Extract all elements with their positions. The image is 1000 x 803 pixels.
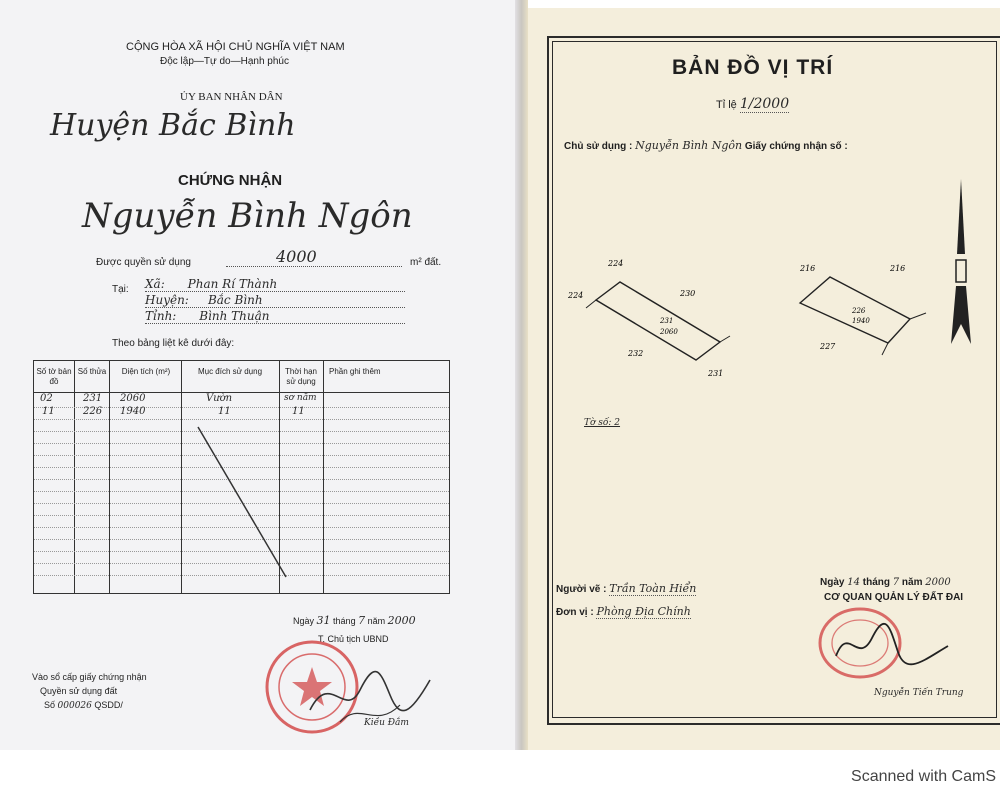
parcel-table — [33, 360, 450, 594]
list-intro: Theo bảng liệt kê dưới đây: — [112, 338, 235, 349]
table-cell: 226 — [83, 406, 103, 417]
north-arrow-icon — [946, 174, 976, 354]
land-agency: CƠ QUAN QUẢN LÝ ĐẤT ĐAI — [824, 592, 964, 603]
parcel-a-label: 232 — [628, 349, 644, 358]
republic-header: CỘNG HÒA XÃ HỘI CHỦ NGHĨA VIỆT NAM — [126, 41, 345, 53]
parcel-b-label: 216 — [890, 264, 906, 273]
area-unit: m² đất. — [410, 257, 442, 268]
address-province: Tỉnh: Bình Thuận — [145, 309, 405, 324]
map-date: Ngày 14 tháng 7 năm 2000 — [820, 577, 951, 588]
owner-line: Chủ sử dụng : Nguyễn Bình Ngôn Giấy chứng nhận số : — [564, 139, 848, 152]
sheet-number: Tờ số: 2 — [584, 418, 621, 428]
signature — [300, 660, 440, 740]
table-cell: 11 — [218, 406, 231, 417]
location-map-page — [528, 8, 1000, 750]
table-cell: 231 — [83, 393, 103, 404]
registry-line-1: Vào sổ cấp giấy chứng nhận — [32, 672, 147, 682]
parcel-b-sketch — [790, 253, 950, 363]
location-label: Tại: — [112, 284, 129, 295]
table-cell: 02 — [40, 393, 53, 404]
parcel-a-label: 2060 — [660, 328, 678, 336]
table-cell: 1940 — [120, 406, 146, 417]
parcel-b-label: 1940 — [852, 317, 870, 325]
district-name: Huyện Bắc Bình — [50, 108, 296, 143]
parcel-a-label: 231 — [708, 369, 724, 378]
th-notes: Phần ghi thêm — [329, 367, 381, 376]
table-cell: 11 — [292, 406, 305, 417]
parcel-b-label: 226 — [852, 307, 866, 315]
table-cell: Vườn — [206, 393, 233, 404]
th-term: Thời hạn sử dụng — [285, 367, 317, 386]
issue-date: Ngày 31 tháng 7 năm 2000 — [293, 614, 416, 627]
parcel-a-label: 230 — [680, 289, 696, 298]
map-scale: Tỉ lệ 1/2000 — [716, 96, 790, 112]
motto: Độc lập—Tự do—Hạnh phúc — [160, 56, 289, 67]
parcel-b-label: 216 — [800, 264, 816, 273]
table-cell: 2060 — [120, 393, 146, 404]
agency-signer-name: Nguyễn Tiến Trung — [874, 688, 964, 698]
registry-number: Số 000026 QSDD/ — [44, 700, 123, 711]
th-purpose: Mục đích sử dụng — [197, 367, 263, 376]
scanner-watermark: Scanned with CamS — [851, 768, 996, 785]
parcel-a-label: 224 — [608, 259, 624, 268]
agency-signature — [828, 616, 968, 676]
cert-title: CHỨNG NHẬN — [178, 172, 283, 189]
th-parcel-no: Số thửa — [77, 367, 107, 376]
area-value: 4000 — [226, 247, 402, 267]
certificate-page — [0, 0, 515, 750]
page-fold — [515, 0, 528, 750]
parcel-a-sketch — [568, 248, 758, 388]
map-title: BẢN ĐỒ VỊ TRÍ — [672, 56, 834, 79]
owner-name: Nguyễn Bình Ngôn — [82, 196, 413, 236]
void-slash-line — [194, 421, 294, 581]
address-district: Huyện: Bắc Bình — [145, 293, 405, 308]
address-commune: Xã: Phan Rí Thành — [145, 277, 405, 292]
th-map-sheet: Số tờ bản đồ — [36, 367, 72, 386]
parcel-a-label: 231 — [660, 317, 674, 325]
drawer-line: Người vẽ : Trần Toàn Hiển — [556, 582, 697, 595]
registry-line-2: Quyền sử dụng đất — [40, 686, 118, 696]
unit-line: Đơn vị : Phòng Địa Chính — [556, 605, 691, 618]
table-cell: sơ năm — [284, 393, 317, 403]
parcel-a-label: 224 — [568, 291, 584, 300]
committee-label: ỦY BAN NHÂN DÂN — [180, 91, 283, 103]
signer-title: T. Chủ tịch UBND — [318, 634, 389, 644]
rights-label: Được quyền sử dụng — [96, 257, 191, 268]
signature-name: Kiều Đắm — [364, 718, 409, 728]
parcel-b-label: 227 — [820, 342, 836, 351]
table-cell: 11 — [42, 406, 55, 417]
th-area: Diện tích (m²) — [121, 367, 171, 376]
